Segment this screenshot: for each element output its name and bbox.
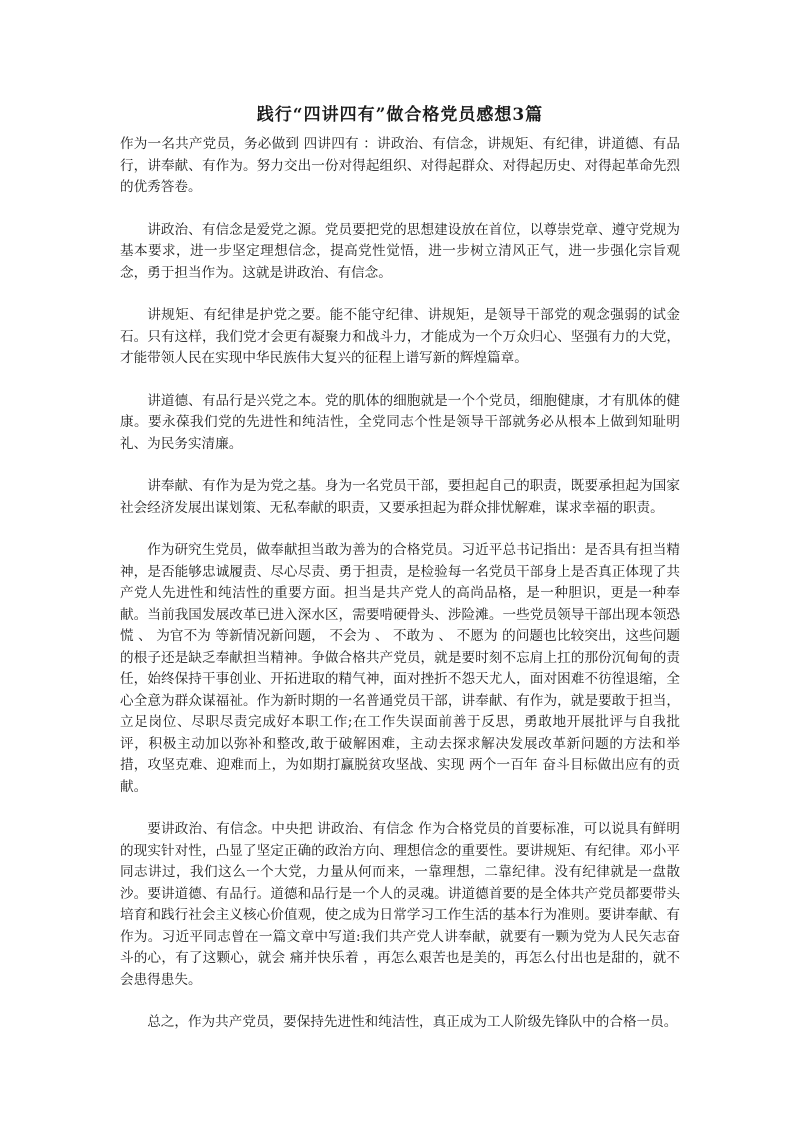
paragraph-four-requirements: 要讲政治、有信念。中央把 讲政治、有信念 作为合格党员的首要标准，可以说具有鲜明的现实针对性，凸显了坚定正确的政治方向、理想信念的重要性。要讲规矩、有纪律。邓小平同志讲过，我们这么一个大党，力量从何而来，一靠理想，二靠纪律。没有纪律就是一盘散沙。要讲道德、有品行。道德和品行是一个人的灵魂。讲道德首要的是全体共产党员都要带头培育和践行社会主义核心价值观，使之成为日常学习工作生活的基本行为准则。要讲奉献、有作为。习近平同志曾在一篇文章中写道:我们共产党人讲奉献，就要有一颗为党为人民矢志奋斗的心，有了这颗心，就会 痛并快乐着 ，再怎么艰苦也是美的，再怎么付出也是甜的，就不会患得患失。 xyxy=(120,821,680,988)
paragraph-spacer xyxy=(120,455,680,476)
document-title: 践行“四讲四有”做合格党员感想3篇 xyxy=(256,105,544,125)
paragraph-spacer xyxy=(120,991,680,1012)
paragraph-conclusion: 总之，作为共产党员，要保持先进性和纯洁性，真正成为工人阶级先锋队中的合格一员。 xyxy=(147,1014,678,1030)
paragraph-spacer xyxy=(120,519,680,540)
paragraph-politics: 讲政治、有信念是爱党之源。党员要把党的思想建设放在首位，以尊崇党章、遵守党规为基本要求，进一步坚定理想信念，提高党性觉悟，进一步树立清风正气，进一步强化宗旨观念，勇于担当作为。这就是讲政治、有信念。 xyxy=(120,221,680,281)
paragraph-graduate-member: 作为研究生党员，做奉献担当敢为善为的合格党员。习近平总书记指出：是否具有担当精神，是否能够忠诚履责、尽心尽责、勇于担责，是检验每一名党员干部身上是否真正体现了共产党人先进性和纯洁性的重要方面。担当是共产党人的高尚品格，是一种胆识，更是一种奉献。当前我国发展改革已进入深水区，需要啃硬骨头、涉险滩。一些党员领导干部出现本领恐慌 、 为官不为 等新情况新问题， 不会为 、 不敢为 、 不愿为 的问题也比较突出，这些问题的根子还是缺乏奉献担当精神。争做合格共产党员，就是要时刻不忘肩上扛的那份沉甸甸的责任，始终保持干事创业、开拓进取的精气神，面对挫折不怨天尤人，面对困难不彷徨退缩，全心全意为群众谋福祉。作为新时期的一名普通党员干部，讲奉献、有作为，就是要敢于担当，立足岗位、尽职尽责完成好本职工作;在工作失误面前善于反思，勇敢地开展批评与自我批评，积极主动加以弥补和整改,敢于破解困难，主动去探求解决发展改革新问题的方法和举措，攻坚克难、迎难而上，为如期打赢脱贫攻坚战、实现 两个一百年 奋斗目标做出应有的贡献。 xyxy=(120,542,680,795)
paragraph-spacer xyxy=(120,199,680,220)
paragraph-intro: 作为一名共产党员，务必做到 四讲四有 ：讲政治、有信念，讲规矩、有纪律，讲道德、有品行，讲奉献、有作为。努力交出一份对得起组织、对得起群众、对得起历史、对得起革命先烈的优秀答卷。 xyxy=(120,136,680,195)
paragraph-spacer xyxy=(120,284,680,305)
paragraph-dedication: 讲奉献、有作为是为党之基。身为一名党员干部，要担起自己的职责，既要承担起为国家社会经济发展出谋划策、无私奉献的职责，又要承担起为群众排忧解难，谋求幸福的职责。 xyxy=(120,478,680,516)
paragraph-discipline: 讲规矩、有纪律是护党之要。能不能守纪律、讲规矩，是领导干部党的观念强弱的试金石。只有这样，我们党才会更有凝聚力和战斗力，才能成为一个万众归心、坚强有力的大党，才能带领人民在实现中华民族伟大复兴的征程上谱写新的辉煌篇章。 xyxy=(120,307,680,366)
paragraph-morality: 讲道德、有品行是兴党之本。党的肌体的细胞就是一个个党员，细胞健康，才有肌体的健康。要永葆我们党的先进性和纯洁性，全党同志个性是领导干部就务必从根本上做到知耻明礼、为民务实清廉。 xyxy=(120,392,680,452)
paragraph-spacer xyxy=(120,370,680,391)
document-page xyxy=(120,104,680,1034)
paragraph-spacer xyxy=(120,798,680,819)
